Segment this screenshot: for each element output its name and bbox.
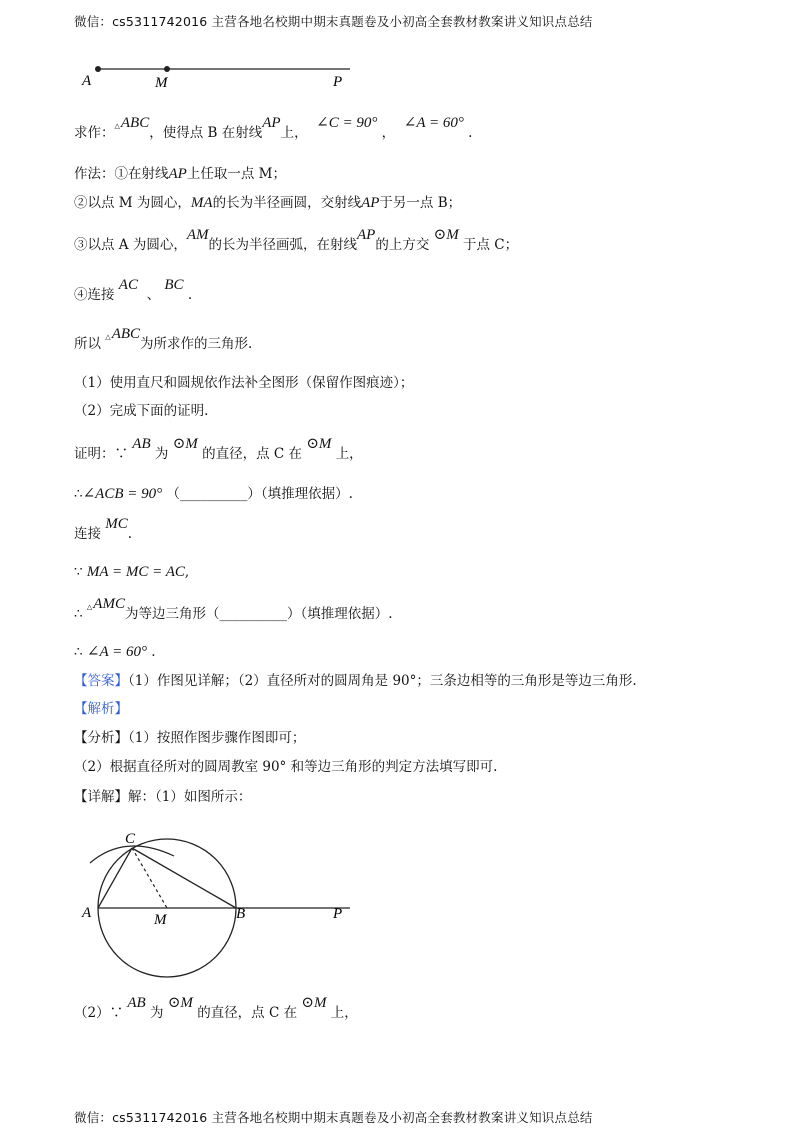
label-a: A [82, 905, 92, 921]
line-zuofa-2: ②以点 M 为圆心，MA的长为半径画圆，交射线AP于另一点 B； [74, 195, 462, 211]
label-b: B [236, 906, 246, 922]
page-header: 微信：cs5311742016 主营各地名校期中期末真题卷及小初高全套教材教案讲义知识点总结 [74, 14, 593, 29]
line-qiuzuo: 求作：△ABC，使得点 B 在射线AP上， ∠C = 90° ， ∠A = 60° . [74, 115, 473, 141]
segment-bc [132, 848, 236, 908]
triangle-symbol: △ [114, 122, 120, 130]
line-suoyi: 所以 △ABC为所求作的三角形. [74, 326, 253, 352]
answer-line: 【答案】（1）作图见详解；（2）直径所对的圆周角是 90°；三条边相等的三角形是等边三角形. [74, 673, 637, 689]
label-p: P [333, 906, 343, 922]
line-zuofa-4: ④连接 AC 、 BC . [74, 277, 193, 303]
line-zuofa-3: ③以点 A 为圆心，AM的长为半径画弧，在射线AP的上方交 ⊙M 于点 C； [74, 227, 519, 253]
figure-construction [70, 825, 370, 985]
label-m: M [155, 75, 168, 91]
line-proof-final: （2）∵ AB 为 ⊙M 的直径，点 C 在 ⊙M 上， [74, 995, 358, 1021]
answer-tag: 【答案】 [74, 673, 128, 689]
label-a: A [82, 73, 92, 89]
line-proof-2: ∴∠ACB = 90° （__________）（填推理依据）. [74, 486, 353, 502]
line-proof-5: ∴ △AMC为等边三角形（__________）（填推理依据）. [74, 596, 393, 622]
label-m: M [154, 912, 167, 928]
point-a-dot [95, 66, 101, 72]
question-2: （2）完成下面的证明. [74, 403, 209, 419]
line-proof-3: 连接 MC. [74, 516, 133, 542]
line-proof-6: ∴ ∠A = 60° . [74, 644, 156, 660]
line-zuofa-1: 作法：①在射线AP上任取一点 M； [74, 166, 286, 182]
fenxi-line: 【分析】（1）按照作图步骤作图即可； [74, 730, 306, 746]
analysis-tag: 【解析】 [74, 701, 128, 717]
figure-ray-amp [70, 58, 370, 92]
label-p: P [333, 74, 343, 90]
answer-blank-1[interactable]: __________ [179, 486, 248, 502]
segment-ac [98, 848, 132, 908]
point-m-dot [164, 66, 170, 72]
fenxi-line-2: （2）根据直径所对的圆周教室 90° 和等边三角形的判定方法填写即可. [74, 759, 498, 775]
label-c: C [125, 831, 136, 847]
segment-mc-dashed [132, 848, 167, 908]
line-proof-1: 证明：∵ AB 为 ⊙M 的直径，点 C 在 ⊙M 上， [74, 436, 363, 462]
question-1: （1）使用直尺和圆规依作法补全图形（保留作图痕迹）； [74, 375, 414, 391]
line-proof-4: ∵ MA = MC = AC, [74, 564, 190, 580]
xiangjie-line: 【详解】解：（1）如图所示： [74, 789, 252, 805]
page-footer: 微信：cs5311742016 主营各地名校期中期末真题卷及小初高全套教材教案讲义知识点总结 [74, 1110, 593, 1125]
answer-blank-2[interactable]: __________ [219, 606, 287, 622]
